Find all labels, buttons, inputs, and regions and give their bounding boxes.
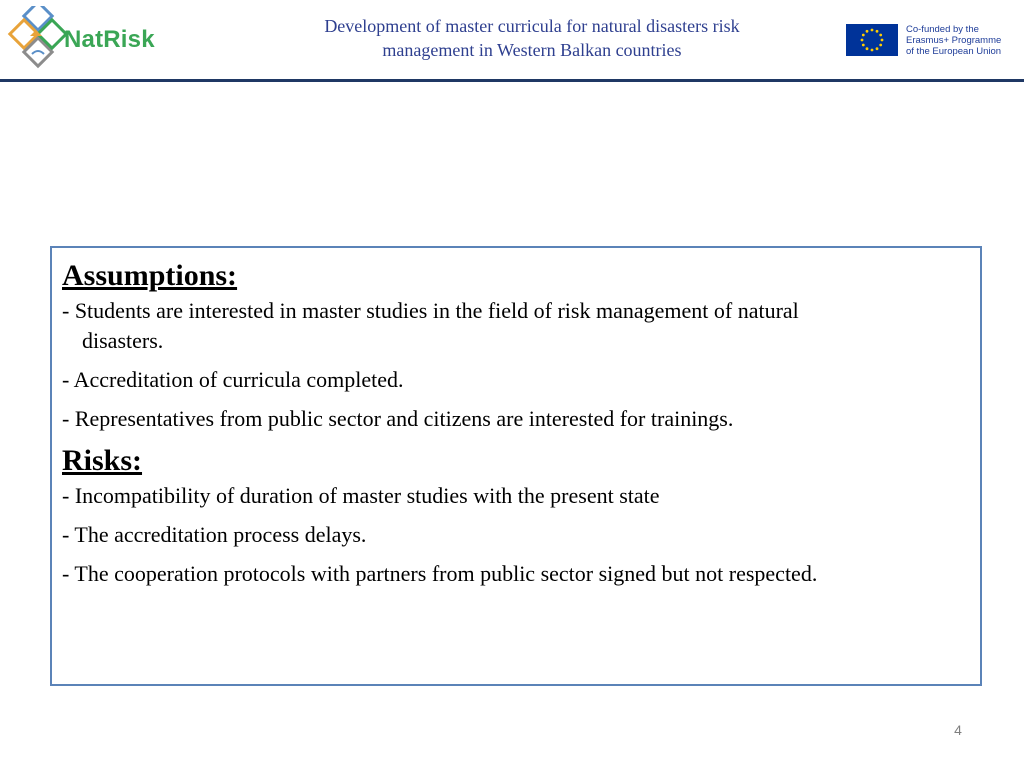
content-box [50,246,982,686]
risks-heading: Risks: [62,444,143,477]
logo-text [64,26,155,54]
eu-line-3: of the European Union [906,46,1002,57]
eu-flag-icon [846,24,898,56]
assumption-item-1: - Students are interested in master studies in the field of risk management of natural [62,298,799,323]
eu-line-1: Co-funded by the [906,24,979,35]
natrisk-logo [6,6,166,72]
eu-cofunded-badge [846,22,1022,58]
logo-wordmark: NatRisk [64,26,155,53]
eu-text [906,24,1022,57]
eu-line-2: Erasmus+ Programme [906,35,1002,46]
assumption-item-2: - Accreditation of curricula completed. [62,367,404,392]
title-line-1: Development of master curricula for natural disasters risk [324,16,740,36]
risk-item-2: - The accreditation process delays. [62,522,367,547]
page-title [262,14,802,62]
assumption-item-3: - Representatives from public sector and citizens are interested for trainings. [62,406,734,431]
page-number: 4 [954,722,962,738]
risk-item-1: - Incompatibility of duration of master studies with the present state [62,483,660,508]
slide-header [0,0,1024,80]
assumption-item-1-continuation: disasters. [82,328,164,353]
risk-item-3: - The cooperation protocols with partners from public sector signed but not respected. [62,561,818,586]
title-line-2: management in Western Balkan countries [382,40,682,60]
assumptions-heading: Assumptions: [62,259,238,292]
header-divider [0,79,1024,82]
